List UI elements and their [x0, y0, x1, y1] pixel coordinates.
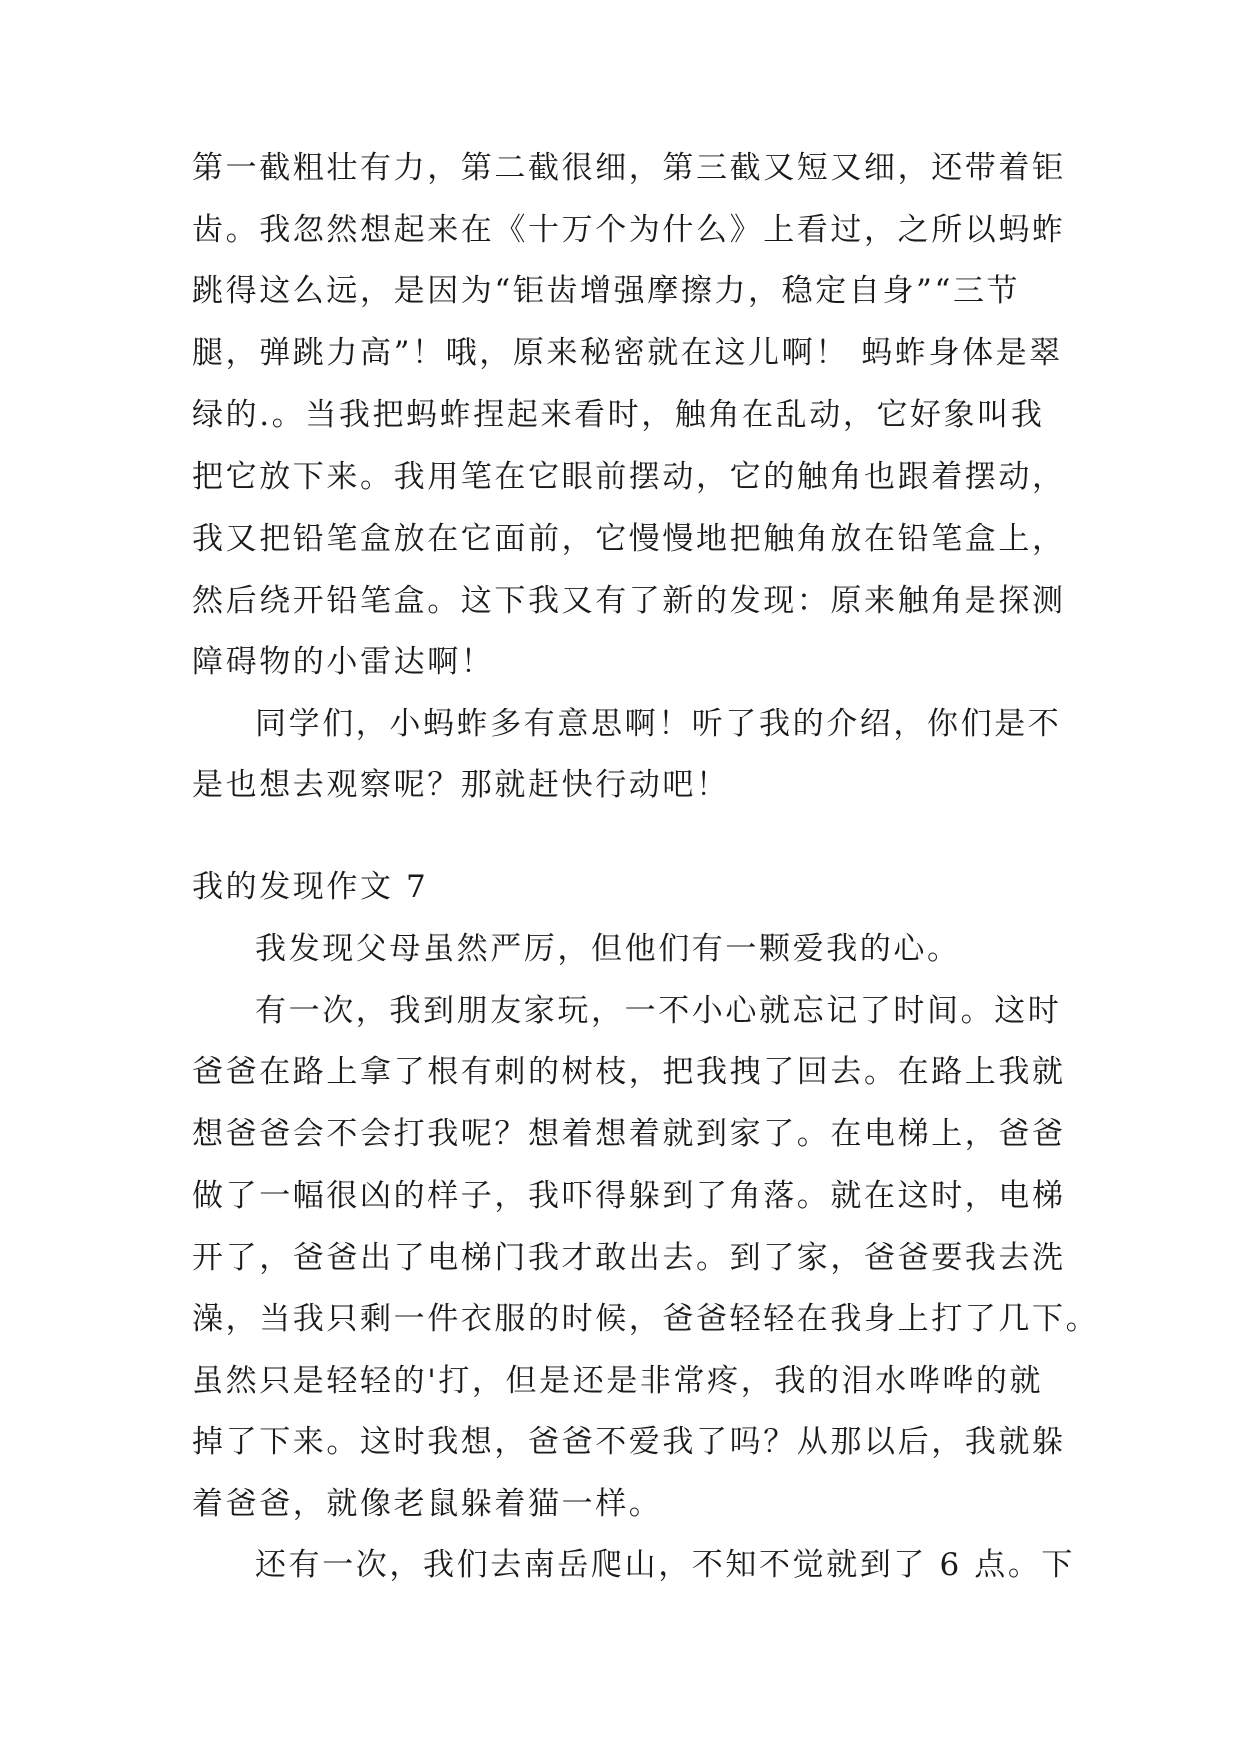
section-heading: 我的发现作文 7	[192, 869, 429, 905]
text-line: 跳得这么远，是因为“钜齿增强摩擦力，稳定自身”“三节	[192, 273, 1021, 309]
text-line: 做了一幅很凶的样子，我吓得躲到了角落。就在这时，电梯	[192, 1178, 1066, 1214]
text-line: 我又把铅笔盒放在它面前，它慢慢地把触角放在铅笔盒上，	[192, 521, 1066, 557]
text-line: 然后绕开铅笔盒。这下我又有了新的发现：原来触角是探测	[192, 583, 1066, 619]
text-line: 有一次，我到朋友家玩，一不小心就忘记了时间。这时	[255, 993, 1062, 1029]
text-line: 把它放下来。我用笔在它眼前摆动，它的触角也跟着摆动，	[192, 459, 1066, 495]
text-line: 障碍物的小雷达啊！	[192, 644, 495, 680]
text-line: 还有一次，我们去南岳爬山，不知不觉就到了 6 点。下	[255, 1547, 1076, 1583]
text-line: 爸爸在路上拿了根有刺的树枝，把我拽了回去。在路上我就	[192, 1054, 1066, 1090]
text-line: 同学们，小蚂蚱多有意思啊！听了我的介绍，你们是不	[255, 706, 1062, 742]
text-line: 我发现父母虽然严厉，但他们有一颗爱我的心。	[255, 931, 961, 967]
text-line: 想爸爸会不会打我呢？想着想着就到家了。在电梯上，爸爸	[192, 1116, 1066, 1152]
text-line: 着爸爸，就像老鼠躲着猫一样。	[192, 1486, 663, 1522]
text-line: 腿，弹跳力高”！哦，原来秘密就在这儿啊！ 蚂蚱身体是翠	[192, 335, 1063, 371]
text-line: 掉了下来。这时我想，爸爸不爱我了吗？从那以后，我就躲	[192, 1424, 1066, 1460]
text-line: 虽然只是轻轻的'打，但是还是非常疼，我的泪水哗哗的就	[192, 1363, 1044, 1399]
text-line: 开了，爸爸出了电梯门我才敢出去。到了家，爸爸要我去洗	[192, 1240, 1066, 1276]
text-line: 绿的.。当我把蚂蚱捏起来看时，触角在乱动，它好象叫我	[192, 397, 1045, 433]
text-line: 齿。我忽然想起来在《十万个为什么》上看过，之所以蚂蚱	[192, 212, 1066, 248]
text-line: 是也想去观察呢？那就赶快行动吧！	[192, 767, 730, 803]
text-line: 澡，当我只剩一件衣服的时候，爸爸轻轻在我身上打了几下。	[192, 1301, 1100, 1337]
text-line: 第一截粗壮有力，第二截很细，第三截又短又细，还带着钜	[192, 150, 1066, 186]
